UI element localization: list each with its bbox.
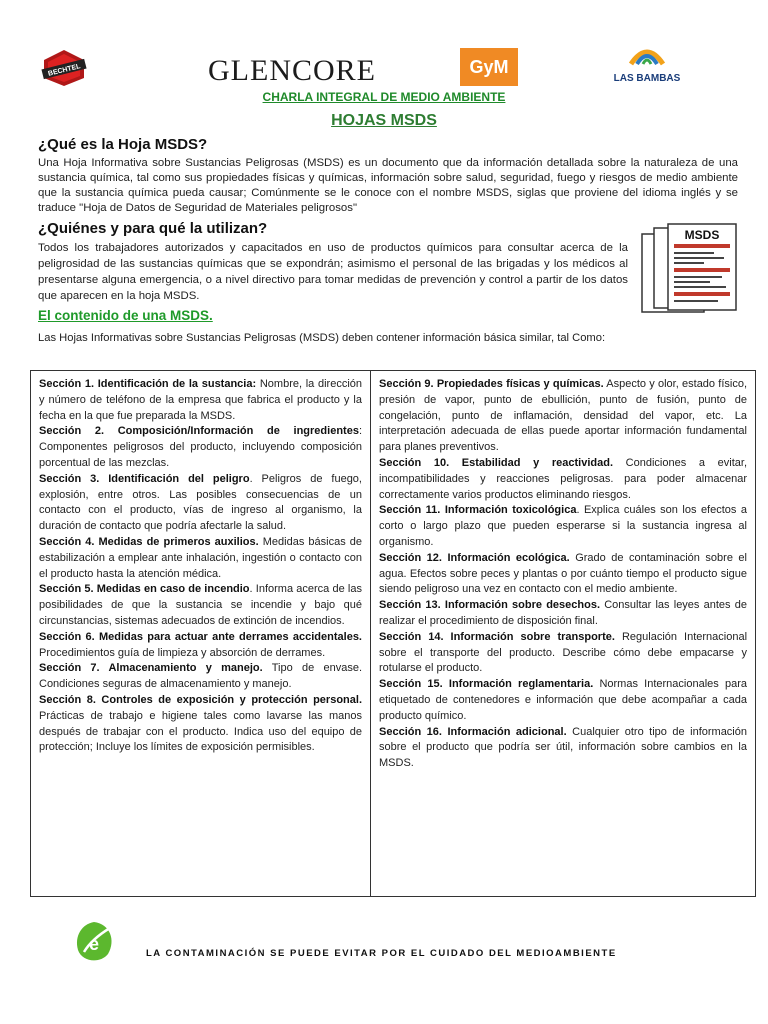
question-who-uses: ¿Quiénes y para qué la utilizan? (38, 220, 268, 237)
gym-logo: GyM (460, 48, 518, 86)
leaf-icon (70, 918, 118, 964)
sections-table (30, 370, 756, 897)
section-6: Sección 6. Medidas para actuar ante derrames accidentales. Procedimientos guía de limpieza y absorción de derrames. (39, 630, 362, 659)
glencore-logo: GLENCORE (208, 54, 376, 87)
msds-sheets-illustration (640, 222, 740, 322)
bechtel-logo (40, 48, 88, 88)
question-what-is-msds: ¿Qué es la Hoja MSDS? (38, 136, 208, 153)
eco-leaf-logo (70, 918, 118, 964)
las-bambas-emblem-icon (627, 40, 667, 66)
section-2: Sección 2. Composición/Información de ingredientes: Componentes peligrosos del producto, incluyendo composición porcentual de las mezclas. (39, 425, 362, 469)
section-16: Sección 16. Información adicional. Cualquier otro tipo de información sobre el producto que podría ser útil, información sobre cambios en la MSDS. (379, 725, 747, 770)
section-8: Sección 8. Controles de exposición y protección personal. Prácticas de trabajo e higiene tales como lavarse las manos después de trabajar con el producto. Indica uso del equipo de protección; Incluye los límites de exposición permisibles. (39, 693, 362, 754)
las-bambas-logo (612, 40, 682, 96)
paragraph-who-uses: Todos los trabajadores autorizados y capacitados en uso de productos químicos para consultar acerca de la peligrosidad de las sustancias químicas que se expondrán; asimismo el personal de las brigadas y los médicos al presentarse alguna emergencia, o a nivel directivo para tomar medidas de prevención y control a partir de los datos que aparecen en la hoja MSDS. (38, 242, 628, 302)
page-title: HOJAS MSDS (331, 112, 437, 129)
svg-text:e: e (88, 934, 100, 954)
section-12: Sección 12. Información ecológica. Grado de contaminación sobre el agua. Efectos sobre peces y plantas o por cuánto tiempo el producto sigue siendo peligroso una vez en contacto con el medio ambiente. (379, 551, 747, 596)
sections-left-column (31, 371, 371, 896)
paragraph-msds-content: Las Hojas Informativas sobre Sustancias Peligrosas (MSDS) deben contener información básica similar, tal Como: (38, 332, 606, 344)
section-11: Sección 11. Información toxicológica. Explica cuáles son los efectos a corto o largo plazo que pueden esperarse si la sustancia ingresa al organismo. (379, 504, 747, 548)
section-5: Sección 5. Medidas en caso de incendio. Informa acerca de las posibilidades de que la sustancia se incendie y bajo qué circunstancias, sistemas adecuados de extinción de incendios. (39, 583, 362, 627)
section-7: Sección 7. Almacenamiento y manejo. Tipo de envase. Condiciones seguras de almacenamiento y manejo. (39, 662, 362, 691)
section-14: Sección 14. Información sobre transporte. Regulación Internacional sobre el transporte del producto. Describe cómo debe empacarse y rotularse el producto. (379, 630, 748, 675)
section-10: Sección 10. Estabilidad y reactividad. Condiciones a evitar, incompatibilidades y reacciones peligrosas. para poder almacenar correctamente varios productos eliminando riesgos. (379, 456, 747, 501)
paragraph-what-is-msds: Una Hoja Informativa sobre Sustancias Peligrosas (MSDS) es un documento que da información detallada sobre la naturaleza de una sustancia química, tal como sus propiedades físicas y químicas, información sobre salud, seguridad, fuego y riesgos de medio ambiente que la sustancia química pueda causar; Comúnmente se le conoce con el nombre MSDS, siglas que proviene del idioma inglés y se traduce "Hoja de Datos de Seguridad de Materiales peligrosos" (38, 157, 738, 214)
section-3: Sección 3. Identificación del peligro. Peligros de fuego, explosión, entre otros. Las posibles consecuencias de un contacto con el producto, vías de ingreso al organismo, la duración de contacto que podría afectarle la salud. (39, 472, 362, 533)
section-13: Sección 13. Información sobre desechos. Consultar las leyes antes de realizar el procedimiento de disposición final. (379, 599, 747, 627)
section-4: Sección 4. Medidas de primeros auxilios. Medidas básicas de estabilización a emplear ante inhalación, ingestión o contacto con el producto hasta la atención médica. (39, 535, 363, 580)
heading-msds-content: El contenido de una MSDS. (38, 308, 213, 323)
sections-right-column (371, 371, 755, 896)
section-1: Sección 1. Identificación de la sustancia: Nombre, la dirección y número de teléfono de la empresa que fabrica el producto y la fecha en la que fue preparada la MSDS. (39, 378, 362, 422)
bechtel-logo-text: BECHTEL (47, 63, 82, 78)
msds-sheet-label: MSDS (684, 228, 720, 242)
subtitle: CHARLA INTEGRAL DE MEDIO AMBIENTE (262, 90, 506, 104)
section-15: Sección 15. Información reglamentaria. Normas Internacionales para etiquetado de contenedores e información que debe acompañar a cada producto químico. (379, 678, 747, 722)
footer-slogan: LA CONTAMINACIÓN SE PUEDE EVITAR POR EL CUIDADO DEL MEDIOAMBIENTE (146, 948, 617, 959)
section-9: Sección 9. Propiedades físicas y químicas. Aspecto y olor, estado físico, presión de vapor, punto de ebullición, punto de fusión, punto de congelación, punto de inflamación, densidad del vapor, etc. La interpretación adecuada de ellas puede aportar información fundamental para planes preventivos. (379, 378, 748, 454)
las-bambas-text: LAS BAMBAS (613, 73, 681, 84)
